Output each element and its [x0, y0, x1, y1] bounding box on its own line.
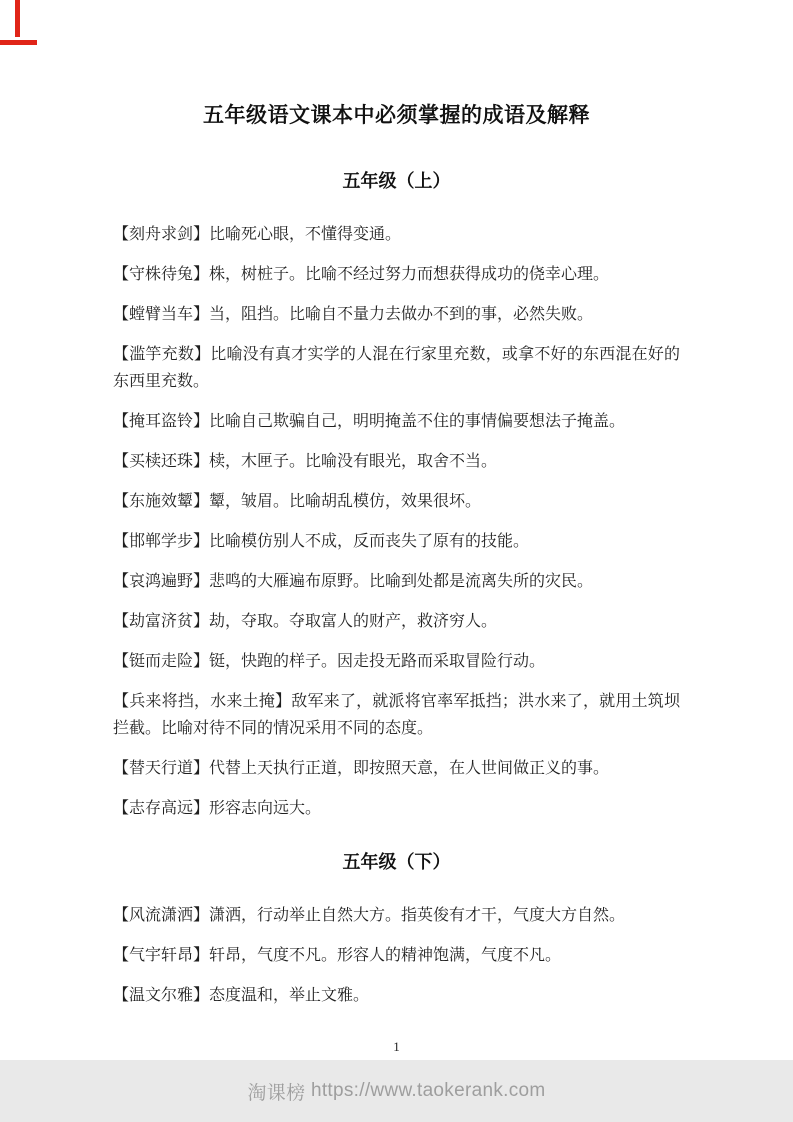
idiom-entry [113, 341, 680, 395]
idiom-definition: 态度温和，举止文雅。 [209, 987, 370, 1004]
idiom-term: 【守株待兔】 [113, 266, 210, 283]
idiom-term: 【邯郸学步】 [113, 533, 210, 550]
idiom-definition: 潇洒，行动举止自然大方。指英俊有才干，气度大方自然。 [209, 907, 626, 924]
idiom-term: 【掩耳盗铃】 [113, 413, 210, 430]
idiom-definition: 代替上天执行正道，即按照天意，在人世间做正义的事。 [209, 760, 610, 777]
idiom-definition: 劫，夺取。夺取富人的财产，救济穷人。 [209, 613, 498, 630]
idiom-entry [113, 301, 680, 328]
idiom-definition: 椟，木匣子。比喻没有眼光，取舍不当。 [209, 453, 498, 470]
idiom-entry [113, 261, 680, 288]
idiom-term: 【东施效颦】 [113, 493, 210, 510]
page-title: 五年级语文课本中必须掌握的成语及解释 [203, 103, 590, 127]
crop-mark-horizontal-icon [0, 40, 37, 45]
idiom-entry [113, 755, 680, 782]
idiom-entry [113, 902, 680, 929]
idiom-entry [113, 795, 680, 822]
section-entries [113, 221, 680, 822]
idiom-definition: 颦，皱眉。比喻胡乱模仿，效果很坏。 [209, 493, 482, 510]
idiom-term: 【滥竽充数】 [113, 346, 211, 363]
idiom-definition: 当，阻挡。比喻自不量力去做办不到的事，必然失败。 [209, 306, 594, 323]
idiom-entry [113, 688, 680, 742]
idiom-definition: 轩昂，气度不凡。形容人的精神饱满，气度不凡。 [209, 947, 562, 964]
idiom-term: 【买椟还珠】 [113, 453, 210, 470]
idiom-term: 【兵来将挡，水来土掩】 [113, 693, 292, 710]
idiom-definition: 比喻没有真才实学的人混在行家里充数，或拿不好的东西混在好的东西里充数。 [113, 346, 680, 390]
idiom-term: 【气宇轩昂】 [113, 947, 210, 964]
idiom-entry [113, 982, 680, 1009]
idiom-term: 【刻舟求剑】 [113, 226, 210, 243]
footer-bar [0, 1060, 793, 1122]
idiom-term: 【劫富济贫】 [113, 613, 210, 630]
page-number: 1 [393, 1039, 400, 1054]
idiom-definition: 株，树桩子。比喻不经过努力而想获得成功的侥幸心理。 [209, 266, 610, 283]
idiom-entry [113, 942, 680, 969]
idiom-entry [113, 448, 680, 475]
footer-site-name: 淘课榜 [247, 1082, 306, 1104]
idiom-term: 【风流潇洒】 [113, 907, 210, 924]
idiom-entry [113, 568, 680, 595]
idiom-term: 【温文尔雅】 [113, 987, 210, 1004]
idiom-entry [113, 608, 680, 635]
idiom-entry [113, 648, 680, 675]
idiom-entry [113, 408, 680, 435]
idiom-section [113, 171, 680, 822]
idiom-entry [113, 528, 680, 555]
idiom-definition: 铤，快跑的样子。因走投无路而采取冒险行动。 [209, 653, 546, 670]
footer-site-url: https://www.taokerank.com [310, 1080, 546, 1101]
idiom-definition: 比喻自己欺骗自己，明明掩盖不住的事情偏要想法子掩盖。 [209, 413, 626, 430]
section-heading: 五年级（上） [342, 171, 451, 191]
idiom-term: 【志存高远】 [113, 800, 210, 817]
idiom-definition: 形容志向远大。 [209, 800, 322, 817]
idiom-term: 【哀鸿遍野】 [113, 573, 210, 590]
idiom-section [113, 852, 680, 1009]
section-entries [113, 902, 680, 1009]
idiom-definition: 比喻模仿别人不成，反而丧失了原有的技能。 [209, 533, 530, 550]
idiom-definition: 比喻死心眼，不懂得变通。 [209, 226, 402, 243]
section-heading: 五年级（下） [342, 852, 451, 872]
idiom-definition: 敌军来了，就派将官率军抵挡；洪水来了，就用土筑坝拦截。比喻对待不同的情况采用不同的态度。 [113, 693, 680, 737]
idiom-term: 【铤而走险】 [113, 653, 210, 670]
idiom-entry [113, 488, 680, 515]
crop-mark-vertical-icon [15, 0, 20, 37]
idiom-definition: 悲鸣的大雁遍布原野。比喻到处都是流离失所的灾民。 [209, 573, 594, 590]
idiom-term: 【替天行道】 [113, 760, 210, 777]
idiom-term: 【螳臂当车】 [113, 306, 210, 323]
idiom-entry [113, 221, 680, 248]
